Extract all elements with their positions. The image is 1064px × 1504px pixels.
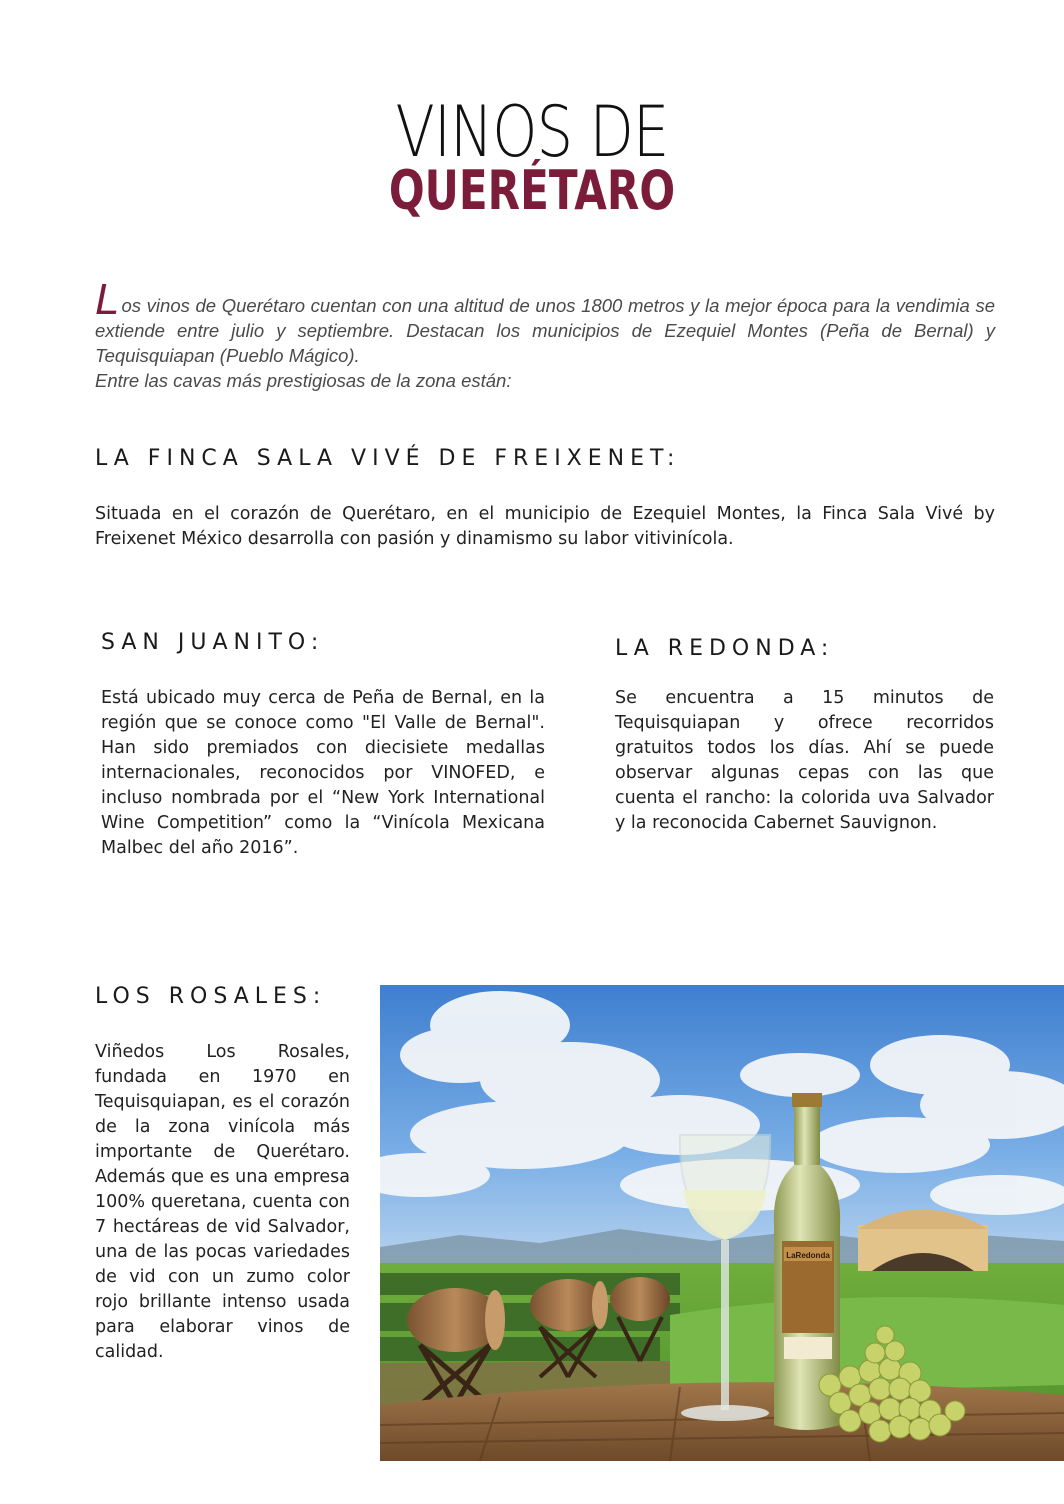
- vineyard-photo: [380, 985, 1064, 1461]
- title-line-2: QUERÉTARO: [388, 159, 676, 222]
- los-rosales-body: Viñedos Los Rosales, fundada en 1970 en Tequisquiapan, es el corazón de la zona vinícola más importante de Querétaro. Además que es una empresa 100% queretana, cuenta con 7 hectáreas de vid Salvador, una de las pocas variedades de vid con un zumo color rojo brillante intenso usada para elaborar vinos de calidad.: [95, 1042, 350, 1362]
- san-juanito-body: Está ubicado muy cerca de Peña de Bernal, en la región que se conoce como "El Valle de Bernal". Han sido premiados con diecisiete medallas internacionales, reconocidos por VINOFED, e incluso nombrada por el “New York International Wine Competition” como la “Vinícola Mexicana Malbec del año 2016”.: [101, 688, 545, 858]
- finca-heading: LA FINCA SALA VIVÉ DE FREIXENET:: [95, 446, 681, 471]
- san-juanito-heading: SAN JUANITO:: [101, 630, 325, 655]
- los-rosales-heading: LOS ROSALES:: [95, 984, 327, 1009]
- intro-text-2: Entre las cavas más prestigiosas de la zona están:: [95, 370, 512, 391]
- la-redonda-body: Se encuentra a 15 minutos de Tequisquiapan y ofrece recorridos gratuitos todos los días. Ahí se puede observar algunas cepas con las que cuenta el rancho: la colorida uva Salvador y la reconocida Cabernet Sauvignon.: [615, 688, 994, 833]
- intro-dropcap: L: [95, 275, 120, 324]
- la-redonda-heading: LA REDONDA:: [615, 636, 835, 661]
- bottle-label: LaRedonda: [786, 1251, 830, 1260]
- title-line-1: VINOS DE: [395, 91, 669, 173]
- intro-text: os vinos de Querétaro cuentan con una altitud de unos 1800 metros y la mejor época para la vendimia se extiende entre julio y septiembre. Destacan los municipios de Ezequiel Montes (Peña de Bernal) y Tequisquiapan (Pueblo Mágico).: [95, 295, 995, 366]
- intro-paragraph: [95, 275, 995, 393]
- finca-body: Situada en el corazón de Querétaro, en el municipio de Ezequiel Montes, la Finca Sala Vivé by Freixenet México desarrolla con pasión y dinamismo su labor vitivinícola.: [95, 504, 995, 549]
